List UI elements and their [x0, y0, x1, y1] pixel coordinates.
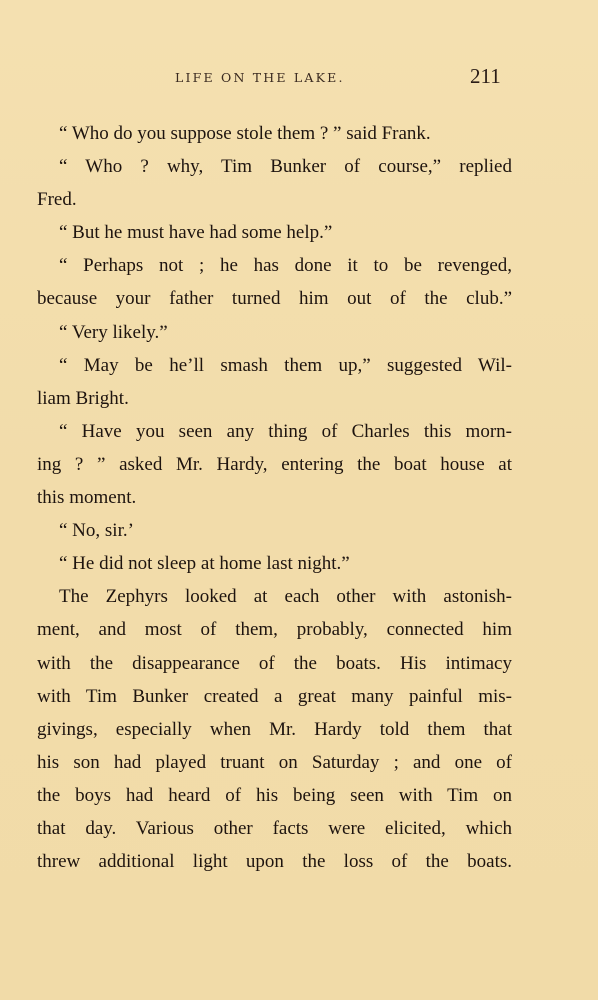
text-line: “ Very likely.”	[59, 321, 168, 343]
body-text	[37, 117, 512, 878]
text-line: with Tim Bunker created a great many painful mis-	[37, 685, 512, 707]
text-line: givings, especially when Mr. Hardy told them that	[37, 718, 512, 740]
text-line: “ He did not sleep at home last night.”	[59, 553, 350, 575]
text-line: his son had played truant on Saturday ; and one of	[37, 751, 512, 773]
text-line: Fred.	[37, 189, 77, 211]
text-line: “ Who ? why, Tim Bunker of course,” replied	[59, 156, 512, 178]
page-number: 211	[470, 64, 501, 88]
text-line: “ No, sir.’	[59, 520, 134, 542]
text-line: “ Have you seen any thing of Charles this morn-	[59, 420, 512, 442]
text-line: “ But he must have had some help.”	[59, 222, 333, 244]
text-line: this moment.	[37, 487, 137, 509]
text-line: “ Who do you suppose stole them ? ” said Frank.	[59, 123, 431, 144]
text-line: The Zephyrs looked at each other with astonish-	[59, 586, 512, 608]
running-title: LIFE ON THE LAKE.	[175, 70, 345, 85]
text-line: ing ? ” asked Mr. Hardy, entering the boat house at	[37, 453, 512, 475]
text-line: because your father turned him out of the club.”	[37, 288, 512, 310]
text-line: with the disappearance of the boats. His intimacy	[37, 652, 512, 674]
text-line: liam Bright.	[37, 387, 129, 409]
text-line: “ Perhaps not ; he has done it to be revenged,	[59, 255, 512, 277]
text-line: “ May be he’ll smash them up,” suggested Wil-	[59, 354, 512, 376]
text-line: that day. Various other facts were elicited, which	[37, 817, 512, 839]
text-line: ment, and most of them, probably, connected him	[37, 619, 512, 641]
text-line: threw additional light upon the loss of the boats.	[37, 851, 512, 873]
running-head	[0, 62, 598, 92]
text-line: the boys had heard of his being seen with Tim on	[37, 784, 512, 806]
